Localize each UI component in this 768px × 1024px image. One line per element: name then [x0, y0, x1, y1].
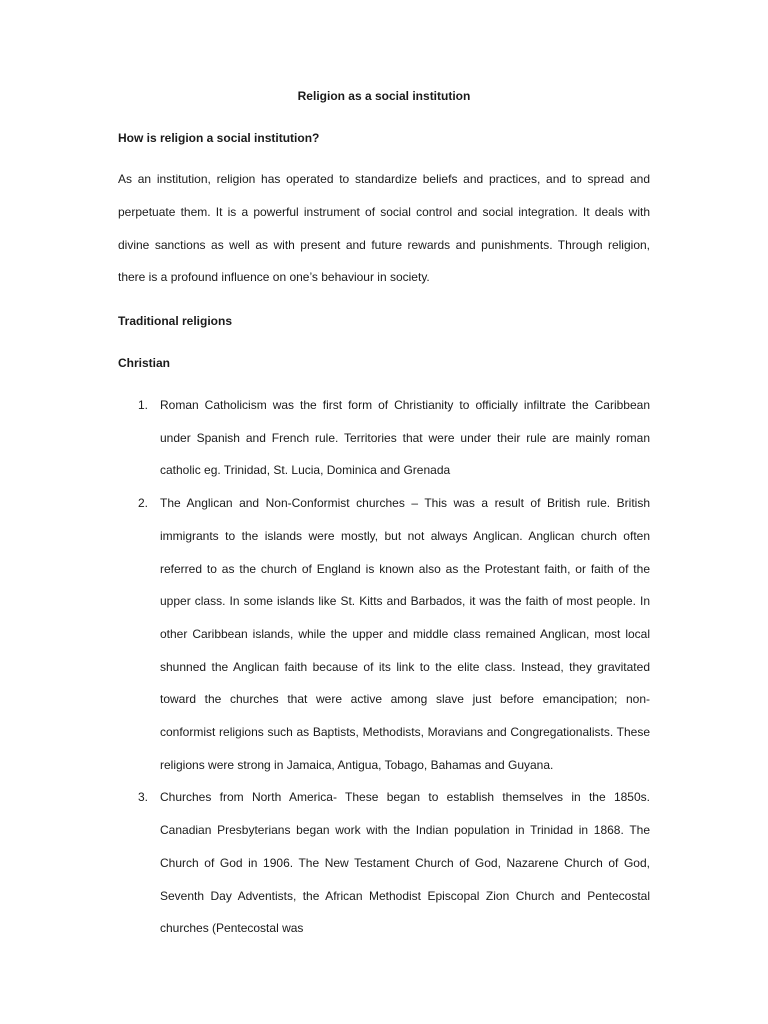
list-item-text: The Anglican and Non-Conformist churches – This was a result of British rule. British immigrants to the islands were mostly, but not always Anglican. Anglican church often referred to as the church of England is known also as the Protestant faith, or faith of the upper class. In some islands like St. Kitts and Barbados, it was the faith of most people. In other Caribbean islands, while the upper and middle class remained Anglican, most local shunned the Anglican faith because of its link to the elite class. Instead, they gravitated toward the churches that were active among slave just before emancipation; non- conformist religions such as Baptists, Methodists, Moravians and Congregationalists. These religions were strong in Jamaica, Antigua, Tobago, Bahamas and Guyana. [160, 496, 650, 772]
intro-paragraph: As an institution, religion has operated to standardize beliefs and practices, and to spread and perpetuate them. It is a powerful instrument of social control and social integration. It deals with divine sanctions as well as with present and future rewards and punishments. Through religion, there is a profound influence on one’s behaviour in society. [118, 172, 650, 285]
traditional-religions-heading: Traditional religions [118, 314, 233, 328]
list-item [118, 389, 650, 487]
document-title: Religion as a social institution [297, 89, 471, 103]
list-item-text: Churches from North America- These began to establish themselves in the 1850s. Canadian Presbyterians began work with the Indian population in Trinidad in 1868. The Church of God in 1906. The New Testament Church of God, Nazarene Church of God, Seventh Day Adventists, the African Methodist Episcopal Zion Church and Pentecostal churches (Pentecostal was [160, 790, 650, 936]
list-item-number: 2. [138, 496, 149, 511]
list-item [118, 781, 650, 945]
list-item [118, 487, 650, 781]
list-item-text: Roman Catholicism was the first form of Christianity to officially infiltrate the Caribbean under Spanish and French rule. Territories that were under their rule are mainly roman catholic eg. Trinidad, St. Lucia, Dominica and Grenada [160, 398, 650, 478]
list-item-number: 3. [138, 790, 149, 805]
christian-heading: Christian [118, 356, 171, 370]
christian-denominations-list [118, 389, 650, 945]
question-heading: How is religion a social institution? [118, 131, 320, 145]
list-item-number: 1. [138, 398, 149, 412]
